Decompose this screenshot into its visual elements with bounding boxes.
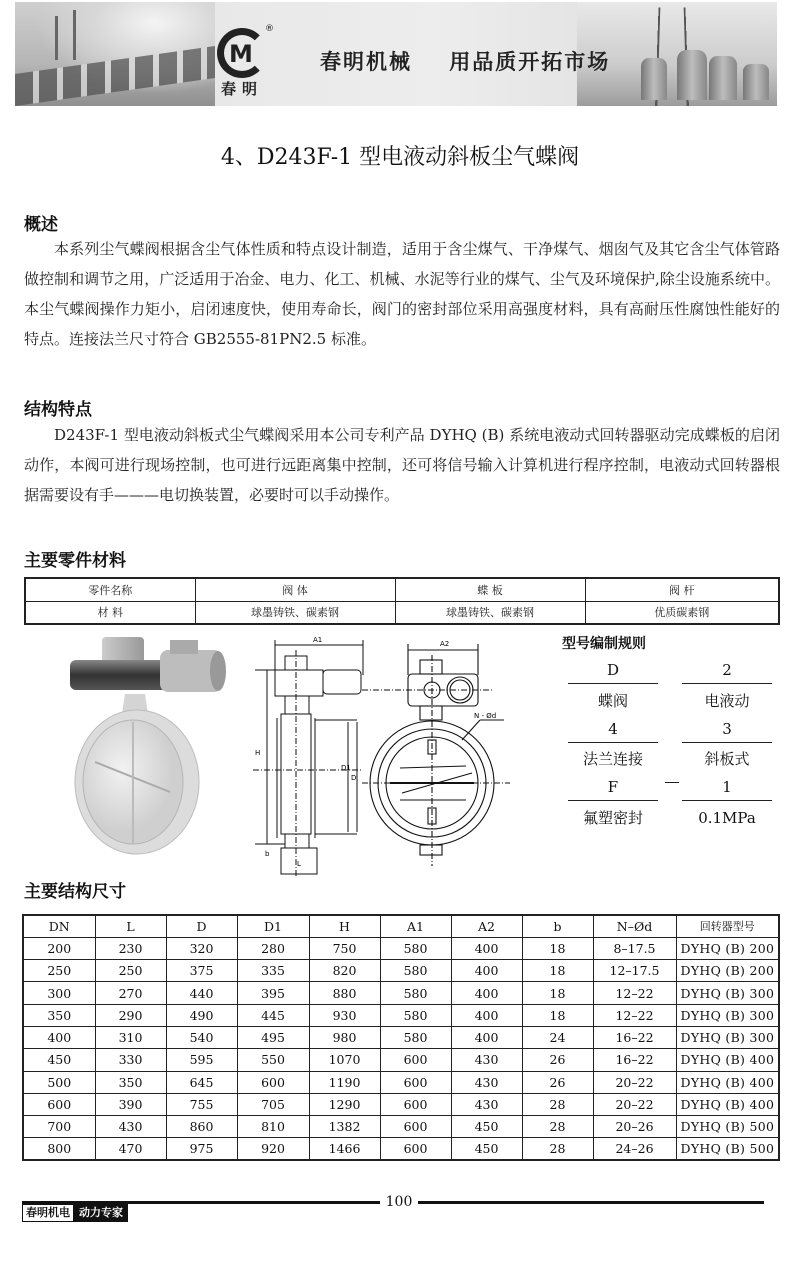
table-cell: 320 — [166, 937, 237, 959]
table-cell: 930 — [309, 1004, 380, 1026]
table-cell: 450 — [451, 1138, 522, 1160]
table-cell: 400 — [23, 1026, 95, 1048]
table-row — [23, 1138, 779, 1160]
table-cell: DYHQ (B) 500 — [676, 1138, 779, 1160]
table-row — [23, 1116, 779, 1138]
col-b: b — [522, 915, 593, 937]
table-cell: 18 — [522, 937, 593, 959]
label-b: b — [265, 850, 270, 858]
table-cell: 优质碳素钢 — [585, 601, 779, 624]
table-cell: 810 — [237, 1116, 309, 1138]
table-cell: 280 — [237, 937, 309, 959]
table-cell: 580 — [380, 982, 451, 1004]
structure-paragraph: D243F-1 型电液动斜板式尘气蝶阀采用本公司专利产品 DYHQ (B) 系统电液动式回转器驱动完成蝶板的启闭动作，本阀可进行现场控制，也可进行远距离集中控制，还可将信号输入计算机进行程序控制，电液动式回转器根据需要设有手———电切换装置，必要时可以手动操作。 — [24, 426, 780, 504]
table-cell: 600 — [380, 1049, 451, 1071]
table-cell: DYHQ (B) 400 — [676, 1093, 779, 1115]
label-a1: A1 — [313, 636, 323, 644]
table-row — [23, 1026, 779, 1048]
table-cell: 270 — [95, 982, 166, 1004]
col-d: D — [166, 915, 237, 937]
table-cell: 1190 — [309, 1071, 380, 1093]
table-cell: 595 — [166, 1049, 237, 1071]
table-cell: 580 — [380, 960, 451, 982]
overview-heading: 概述 — [24, 215, 58, 235]
table-cell: 920 — [237, 1138, 309, 1160]
table-cell: 12–22 — [593, 1004, 676, 1026]
table-cell: 755 — [166, 1093, 237, 1115]
table-cell: 705 — [237, 1093, 309, 1115]
table-cell: 20–26 — [593, 1116, 676, 1138]
table-cell: 600 — [380, 1116, 451, 1138]
table-cell: 16–22 — [593, 1049, 676, 1071]
table-cell: 28 — [522, 1116, 593, 1138]
table-cell: 430 — [451, 1049, 522, 1071]
table-cell: 28 — [522, 1138, 593, 1160]
table-cell: 20–22 — [593, 1093, 676, 1115]
table-cell: 26 — [522, 1049, 593, 1071]
table-cell: 1290 — [309, 1093, 380, 1115]
table-cell: 28 — [522, 1093, 593, 1115]
footer-brand-name: 春明机电 — [22, 1204, 74, 1222]
cooling-tower-graphic — [709, 56, 737, 100]
table-cell: DYHQ (B) 300 — [676, 1026, 779, 1048]
table-cell: 600 — [380, 1093, 451, 1115]
label-l: L — [297, 860, 301, 868]
table-cell: 球墨铸铁、碳素钢 — [195, 601, 395, 624]
table-cell: 400 — [451, 937, 522, 959]
banner-slogan: 春明机械 用品质开拓市场 — [320, 50, 611, 74]
table-cell: 1466 — [309, 1138, 380, 1160]
table-cell: 375 — [166, 960, 237, 982]
table-cell: 975 — [166, 1138, 237, 1160]
page-title: 4、D243F-1 型电液动斜板尘气蝶阀 — [220, 145, 580, 170]
table-cell: 球墨铸铁、碳素钢 — [395, 601, 585, 624]
chimney-graphic — [73, 10, 76, 60]
model-desc-drive: 电液动 — [704, 692, 750, 710]
table-cell: 470 — [95, 1138, 166, 1160]
materials-heading: 主要零件材料 — [24, 551, 126, 571]
model-desc-pressure: 0.1MPa — [698, 809, 756, 827]
table-header-row — [23, 915, 779, 937]
table-row — [23, 960, 779, 982]
table-cell: 310 — [95, 1026, 166, 1048]
col-dn: DN — [23, 915, 95, 937]
label-d1: D1 — [341, 764, 351, 772]
table-cell: 400 — [451, 982, 522, 1004]
col-a1: A1 — [380, 915, 451, 937]
table-cell: 450 — [23, 1049, 95, 1071]
model-desc-structure: 斜板式 — [704, 750, 750, 768]
logo-mark: M — [229, 40, 251, 68]
table-cell: 290 — [95, 1004, 166, 1026]
table-cell: 580 — [380, 1026, 451, 1048]
table-cell: 390 — [95, 1093, 166, 1115]
logo-name: 春明 — [221, 80, 264, 98]
col-a2: A2 — [451, 915, 522, 937]
model-desc-connection: 法兰连接 — [582, 750, 643, 768]
table-cell: 700 — [23, 1116, 95, 1138]
col-l: L — [95, 915, 166, 937]
footer-brand — [22, 1204, 128, 1222]
table-cell: 600 — [380, 1071, 451, 1093]
table-cell: 12–22 — [593, 982, 676, 1004]
table-cell: 600 — [380, 1138, 451, 1160]
model-code-pressure: 1 — [682, 773, 772, 801]
materials-table — [24, 577, 780, 625]
table-cell: 材 料 — [25, 601, 195, 624]
table-cell: 250 — [23, 960, 95, 982]
table-cell: 1070 — [309, 1049, 380, 1071]
table-cell: DYHQ (B) 200 — [676, 937, 779, 959]
table-cell: 395 — [237, 982, 309, 1004]
table-cell: 445 — [237, 1004, 309, 1026]
table-cell: 820 — [309, 960, 380, 982]
table-cell: 430 — [451, 1071, 522, 1093]
table-cell: DYHQ (B) 300 — [676, 1004, 779, 1026]
dimensions-table — [22, 914, 780, 1161]
table-cell: 350 — [23, 1004, 95, 1026]
col-n-d: N–Ød — [593, 915, 676, 937]
table-row — [23, 1049, 779, 1071]
side-view-drawing — [245, 630, 365, 878]
table-cell: 500 — [23, 1071, 95, 1093]
table-cell: 550 — [237, 1049, 309, 1071]
model-code-drive: 2 — [682, 656, 772, 684]
table-cell: 400 — [451, 960, 522, 982]
table-cell: 580 — [380, 1004, 451, 1026]
table-row — [23, 1004, 779, 1026]
table-cell: 600 — [237, 1071, 309, 1093]
model-desc-seal: 氟塑密封 — [582, 809, 643, 827]
table-cell: 330 — [95, 1049, 166, 1071]
table-cell: 450 — [451, 1116, 522, 1138]
table-cell: 18 — [522, 982, 593, 1004]
table-cell: 250 — [95, 960, 166, 982]
label-a2: A2 — [440, 640, 450, 648]
front-view-drawing — [362, 630, 512, 866]
model-code-seal: F — [568, 773, 658, 801]
table-row — [23, 1071, 779, 1093]
table-cell: 350 — [95, 1071, 166, 1093]
table-cell: 600 — [23, 1093, 95, 1115]
table-cell: 400 — [451, 1026, 522, 1048]
table-cell: 860 — [166, 1116, 237, 1138]
footer-brand-tagline: 动力专家 — [74, 1204, 128, 1222]
header-banner — [15, 2, 777, 106]
table-cell: 580 — [380, 937, 451, 959]
col-actuator-model: 回转器型号 — [676, 915, 779, 937]
col-d1: D1 — [237, 915, 309, 937]
table-row — [25, 578, 779, 601]
table-cell: DYHQ (B) 400 — [676, 1049, 779, 1071]
table-cell: 蝶 板 — [395, 578, 585, 601]
table-cell: 20–22 — [593, 1071, 676, 1093]
table-cell: 495 — [237, 1026, 309, 1048]
valve-product-photo — [40, 632, 240, 862]
table-cell: 430 — [95, 1116, 166, 1138]
table-cell: 1382 — [309, 1116, 380, 1138]
table-cell: 230 — [95, 937, 166, 959]
table-cell: 16–22 — [593, 1026, 676, 1048]
table-cell: 8–17.5 — [593, 937, 676, 959]
table-cell: DYHQ (B) 500 — [676, 1116, 779, 1138]
table-cell: 880 — [309, 982, 380, 1004]
label-n-d: N - Ød — [474, 712, 497, 720]
table-cell: 800 — [23, 1138, 95, 1160]
model-code-valve-type: D — [568, 656, 658, 684]
table-cell: 18 — [522, 960, 593, 982]
table-cell: DYHQ (B) 300 — [676, 982, 779, 1004]
table-cell: DYHQ (B) 200 — [676, 960, 779, 982]
table-cell: 490 — [166, 1004, 237, 1026]
page-number: 100 — [380, 1193, 418, 1211]
table-row — [25, 601, 779, 624]
table-cell: 18 — [522, 1004, 593, 1026]
model-code-structure: 3 — [682, 715, 772, 743]
table-cell: 980 — [309, 1026, 380, 1048]
company-logo — [215, 24, 275, 98]
model-desc-valve-type: 蝶阀 — [597, 692, 628, 710]
table-cell: 24–26 — [593, 1138, 676, 1160]
table-row — [23, 937, 779, 959]
table-cell: 12–17.5 — [593, 960, 676, 982]
table-row — [23, 1093, 779, 1115]
table-cell: 400 — [451, 1004, 522, 1026]
table-cell: 阀 体 — [195, 578, 395, 601]
table-cell: 24 — [522, 1026, 593, 1048]
table-cell: 300 — [23, 982, 95, 1004]
col-h: H — [309, 915, 380, 937]
table-cell: 335 — [237, 960, 309, 982]
table-cell: 540 — [166, 1026, 237, 1048]
structure-heading: 结构特点 — [24, 400, 92, 420]
table-cell: DYHQ (B) 400 — [676, 1071, 779, 1093]
model-dash — [665, 782, 679, 783]
table-cell: 645 — [166, 1071, 237, 1093]
model-rule-heading: 型号编制规则 — [562, 636, 646, 652]
table-cell: 200 — [23, 937, 95, 959]
overview-paragraph: 本系列尘气蝶阀根据含尘气体性质和特点设计制造，适用于含尘煤气、干净煤气、烟囱气及其它含尘气体管路做控制和调节之用，广泛适用于冶金、电力、化工、机械、水泥等行业的煤气、尘气及环境保护,除尘设施系统中。本尘气蝶阀操作力矩小，启闭速度快，使用寿命长，阀门的密封部位采用高强度材料，具有高耐压性腐蚀性能好的特点。连接法兰尺寸符合 GB2555-81PN2.5 标准。 — [24, 240, 780, 348]
cooling-tower-graphic — [743, 64, 769, 100]
table-cell: 440 — [166, 982, 237, 1004]
label-h: H — [255, 749, 261, 757]
label-d: D — [351, 774, 357, 782]
table-cell: 430 — [451, 1093, 522, 1115]
cooling-tower-graphic — [641, 58, 667, 100]
cooling-tower-graphic — [677, 50, 707, 100]
table-cell: 26 — [522, 1071, 593, 1093]
registered-mark: ® — [265, 24, 274, 34]
chimney-graphic — [55, 16, 58, 60]
table-cell: 零件名称 — [25, 578, 195, 601]
table-cell: 750 — [309, 937, 380, 959]
table-cell: 阀 杆 — [585, 578, 779, 601]
dimensions-heading: 主要结构尺寸 — [24, 882, 126, 902]
model-code-connection: 4 — [568, 715, 658, 743]
table-row — [23, 982, 779, 1004]
